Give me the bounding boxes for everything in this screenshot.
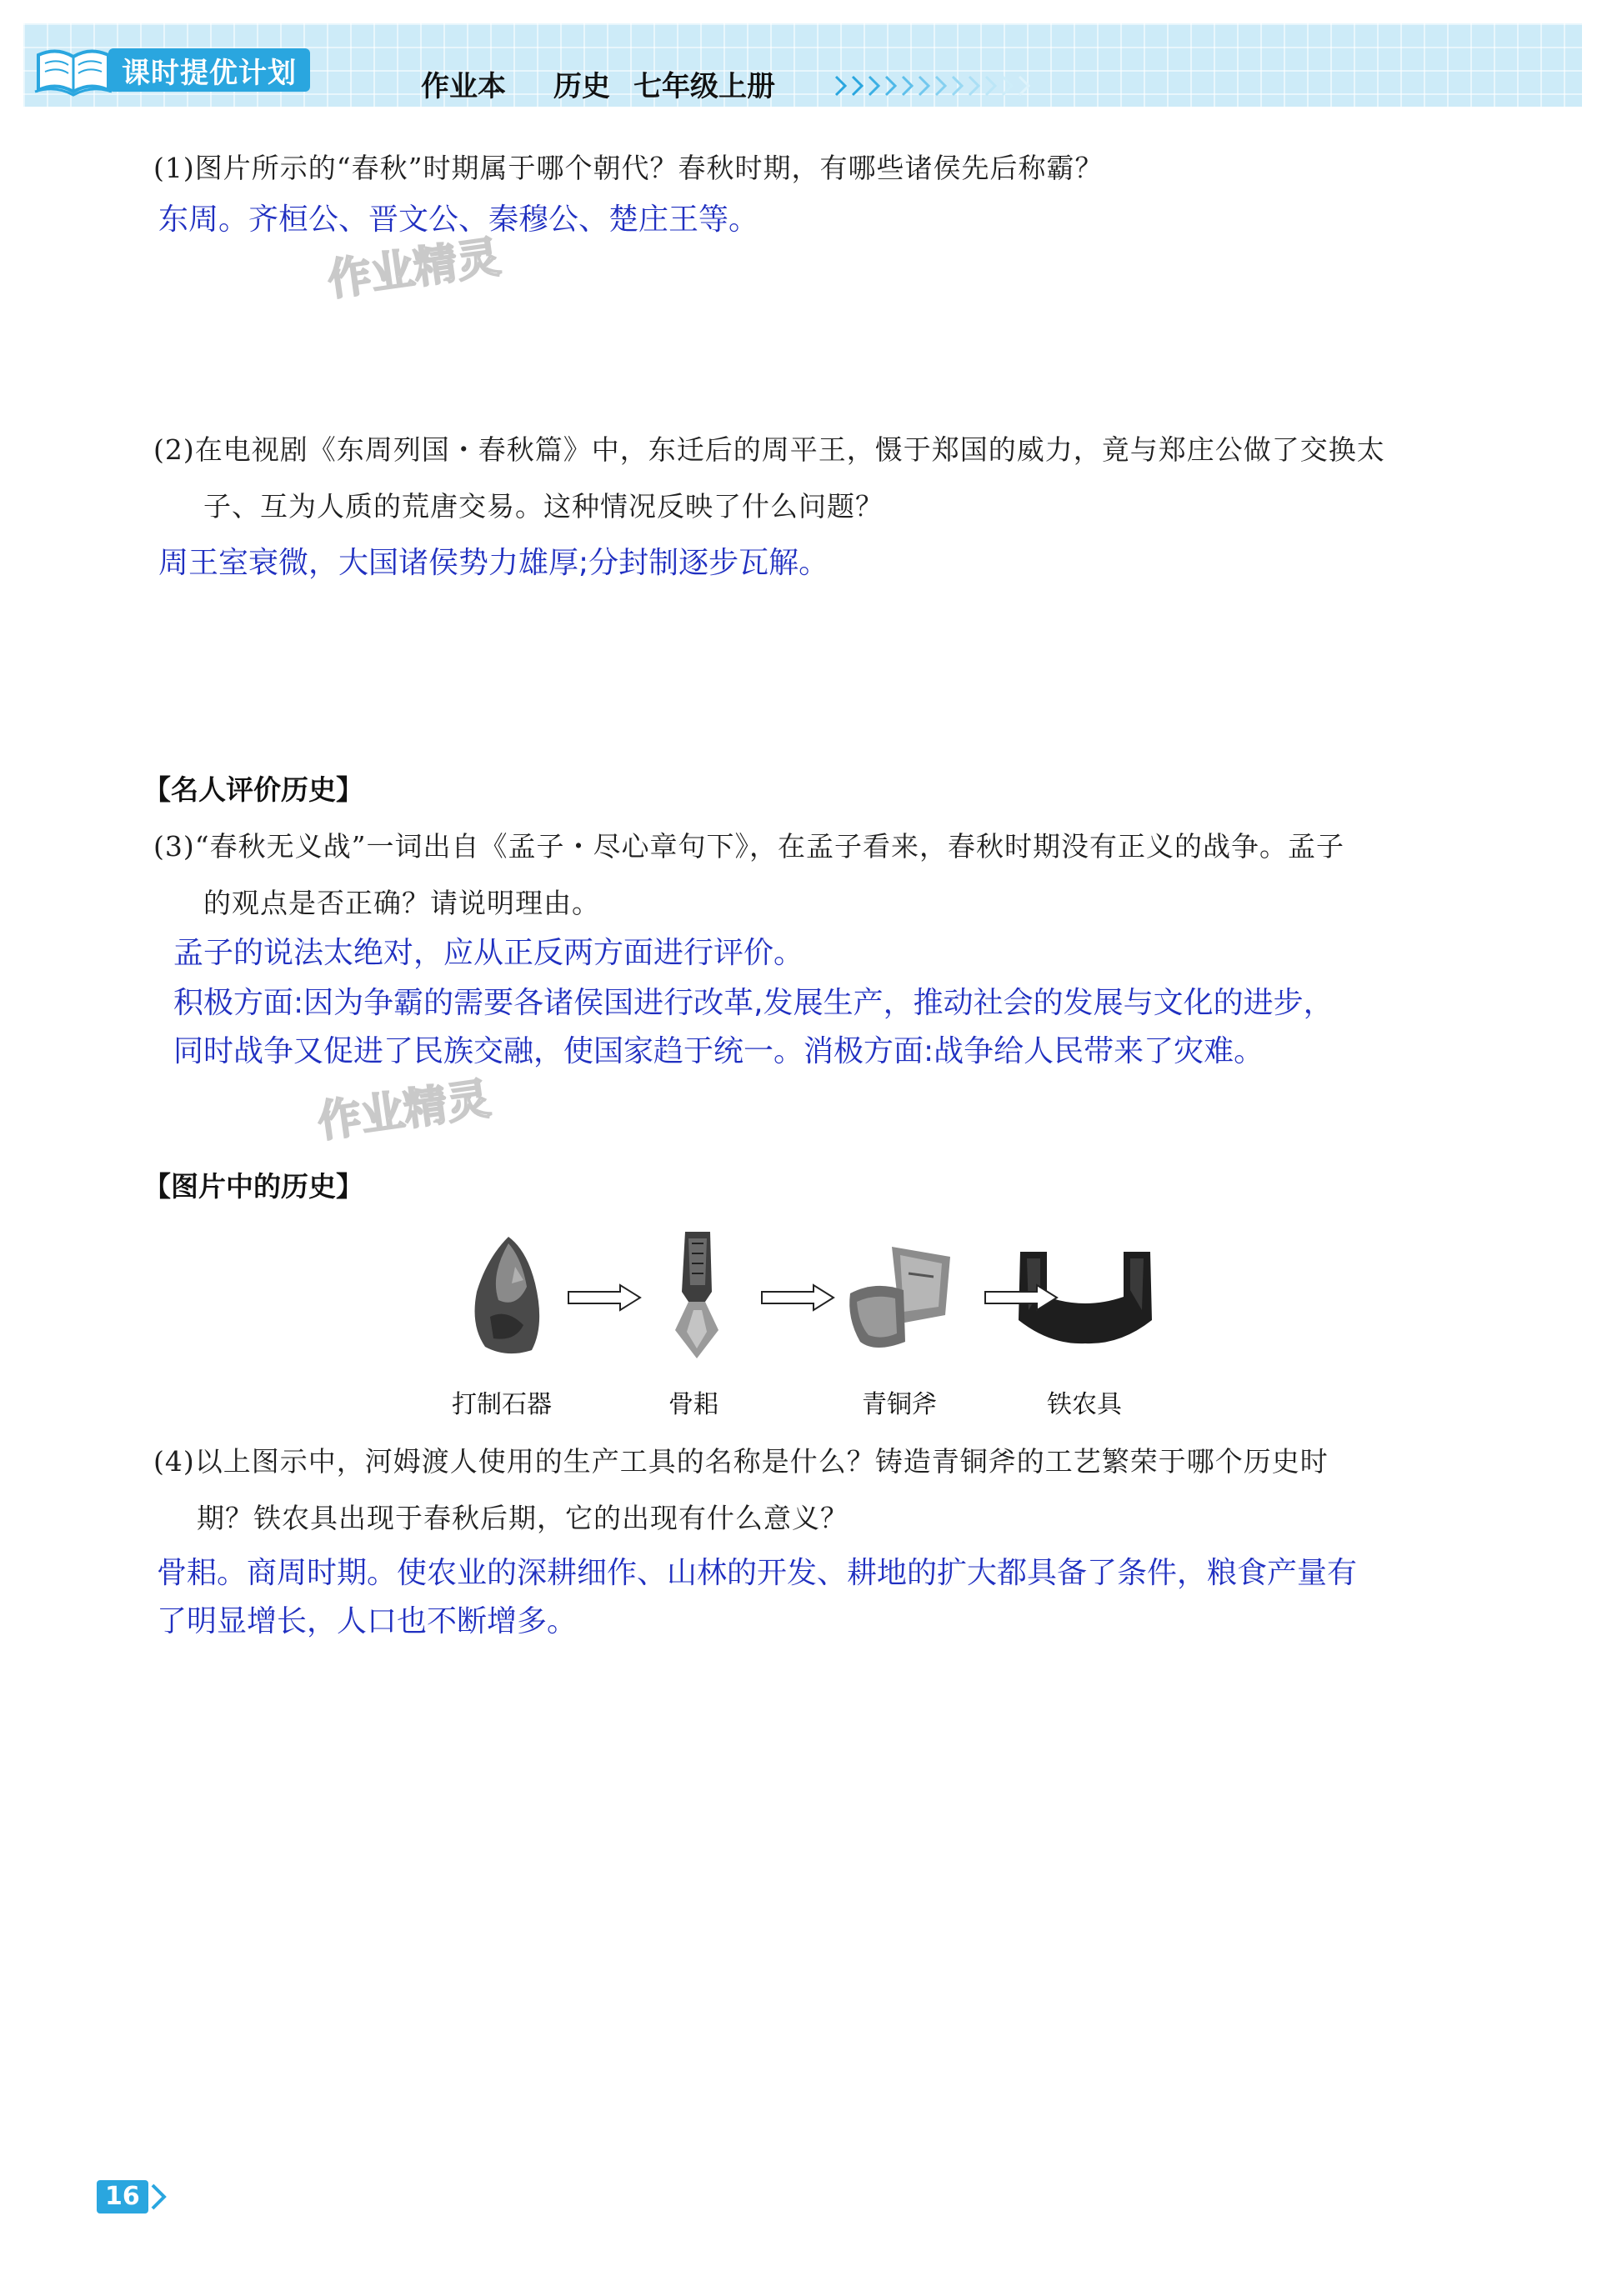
answer-3-line-1: 孟子的说法太绝对，应从正反两方面进行评价。 [173, 936, 804, 970]
chevron-right-icon [850, 73, 865, 98]
chevron-right-icon [900, 73, 915, 98]
header-workbook: 作业本 [421, 70, 506, 103]
tool-label-bronze-axe: 青铜斧 [862, 1390, 937, 1419]
bone-spade-image [663, 1227, 730, 1360]
header-subject: 历史 [553, 70, 610, 103]
page-number [97, 2178, 168, 2215]
answer-1: 东周。齐桓公、晋文公、秦穆公、楚庄王等。 [158, 203, 759, 237]
tool-label-bone-spade: 骨耜 [668, 1390, 718, 1419]
open-book-icon [33, 43, 113, 97]
brand-logo [33, 40, 310, 100]
brand-title: 课时提优计划 [108, 48, 310, 92]
header-chevrons [834, 73, 1032, 103]
answer-3-line-2: 积极方面:因为争霸的需要各诸侯国进行改革,发展生产，推动社会的发展与文化的进步， [173, 986, 1334, 1020]
question-3-line-2: 的观点是否正确？请说明理由。 [203, 887, 600, 919]
tool-label-iron-tool: 铁农具 [1047, 1390, 1122, 1419]
tool-label-stone: 打制石器 [452, 1390, 552, 1419]
stone-tool-image [465, 1233, 548, 1358]
watermark: 作业精灵 [324, 232, 503, 307]
arrow-right-icon [984, 1283, 1059, 1312]
tools-evolution-figure [433, 1225, 1234, 1425]
chevron-right-icon [834, 73, 849, 98]
chevron-right-icon [150, 2182, 168, 2212]
watermark: 作业精灵 [314, 1073, 493, 1148]
arrow-right-icon [760, 1283, 835, 1312]
page-number-value: 16 [97, 2180, 148, 2213]
bronze-axe-image [842, 1240, 967, 1357]
answer-4-line-1: 骨耜。商周时期。使农业的深耕细作、山林的开发、耕地的扩大都具备了条件，粮食产量有 [157, 1556, 1358, 1590]
chevron-right-icon [950, 73, 965, 98]
chevron-right-icon [867, 73, 882, 98]
answer-2: 周王室衰微，大国诸侯势力雄厚;分封制逐步瓦解。 [158, 546, 829, 580]
question-4-line-2: 期？铁农具出现于春秋后期，它的出现有什么意义？ [197, 1502, 849, 1534]
chevron-right-icon [984, 73, 999, 98]
question-4-line-1: (4)以上图示中，河姆渡人使用的生产工具的名称是什么？铸造青铜斧的工艺繁荣于哪个历史时 [153, 1445, 1329, 1478]
arrow-right-icon [567, 1283, 642, 1312]
header-grade: 七年级上册 [633, 70, 775, 103]
answer-4-line-2: 了明显增长，人口也不断增多。 [157, 1604, 578, 1638]
question-2-line-2: 子、互为人质的荒唐交易。这种情况反映了什么问题？ [203, 490, 884, 523]
answer-3-line-3: 同时战争又促进了民族交融，使国家趋于统一。消极方面:战争给人民带来了灾难。 [173, 1034, 1264, 1068]
chevron-right-icon [884, 73, 899, 98]
chevron-right-icon [917, 73, 932, 98]
chevron-right-icon [934, 73, 949, 98]
section-history-in-pictures: 【图片中的历史】 [143, 1170, 363, 1203]
chevron-right-icon [967, 73, 982, 98]
chevron-right-icon [1000, 73, 1015, 98]
question-1: (1)图片所示的“春秋”时期属于哪个朝代？春秋时期，有哪些诸侯先后称霸？ [153, 152, 1104, 184]
question-3-line-1: (3)“春秋无义战”一词出自《孟子・尽心章句下》，在孟子看来，春秋时期没有正义的战争。孟子 [153, 830, 1344, 863]
chevron-right-icon [1017, 73, 1032, 98]
question-2-line-1: (2)在电视剧《东周列国・春秋篇》中，东迁后的周平王，慑于郑国的威力，竟与郑庄公做了交换太 [153, 433, 1385, 466]
section-famous-evaluation: 【名人评价历史】 [143, 773, 363, 806]
